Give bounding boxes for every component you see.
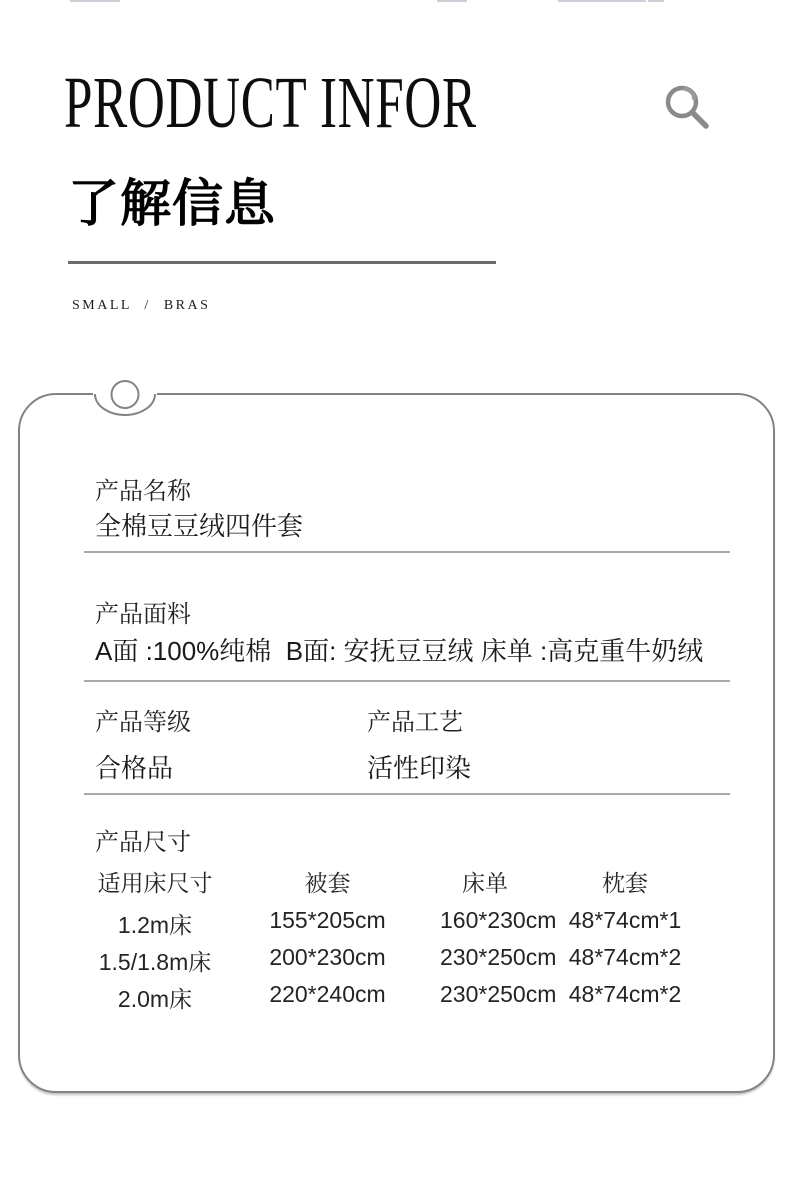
cell-pillow: 48*74cm*1 [568,907,682,933]
divider [84,551,730,553]
cell-sheet: 160*230cm [440,907,557,933]
grade-value: 合格品 [95,753,174,783]
divider [84,793,730,795]
size-table-row [95,981,720,1014]
cutoff-fragment [558,0,646,2]
cell-quilt: 200*230cm [269,944,386,970]
cell-quilt: 155*205cm [269,907,386,933]
cell-bed: 1.2m床 [117,912,193,938]
grade-label: 产品等级 [95,709,191,736]
fabric-label: 产品面料 [95,601,191,628]
craft-label: 产品工艺 [367,709,463,736]
cutoff-fragment [70,0,120,2]
heading-rule [68,261,496,264]
size-table-row [95,944,720,977]
page-title: PRODUCT INFOR [64,62,477,143]
magnifier-icon [654,74,724,145]
col-header-pillow: 枕套 [602,870,648,896]
size-table-header [95,865,720,898]
cutoff-fragment [648,0,664,2]
product-info-card [18,393,775,1093]
size-label: 产品尺寸 [95,829,191,856]
card-hole-ring-icon [85,368,165,431]
fabric-value: A面 :100%纯棉 B面: 安抚豆豆绒 床单 :高克重牛奶绒 [95,636,704,666]
section-heading: 了解信息 [68,175,277,232]
cell-sheet: 230*250cm [440,944,557,970]
cutoff-fragment [437,0,467,2]
cell-quilt: 220*240cm [269,981,386,1007]
cell-pillow: 48*74cm*2 [568,944,682,970]
cell-sheet: 230*250cm [440,981,557,1007]
cell-pillow: 48*74cm*2 [568,981,682,1007]
col-header-sheet: 床单 [462,870,508,896]
cell-bed: 2.0m床 [117,986,193,1012]
divider [84,680,730,682]
cell-bed: 1.5/1.8m床 [98,949,212,975]
product-name-value: 全棉豆豆绒四件套 [95,511,304,541]
product-name-label: 产品名称 [95,478,191,505]
tagline: SMALL / BRAS [72,298,211,313]
size-table-row [95,907,720,940]
col-header-bed: 适用床尺寸 [97,870,213,896]
col-header-quilt: 被套 [304,870,351,896]
craft-value: 活性印染 [367,753,472,783]
